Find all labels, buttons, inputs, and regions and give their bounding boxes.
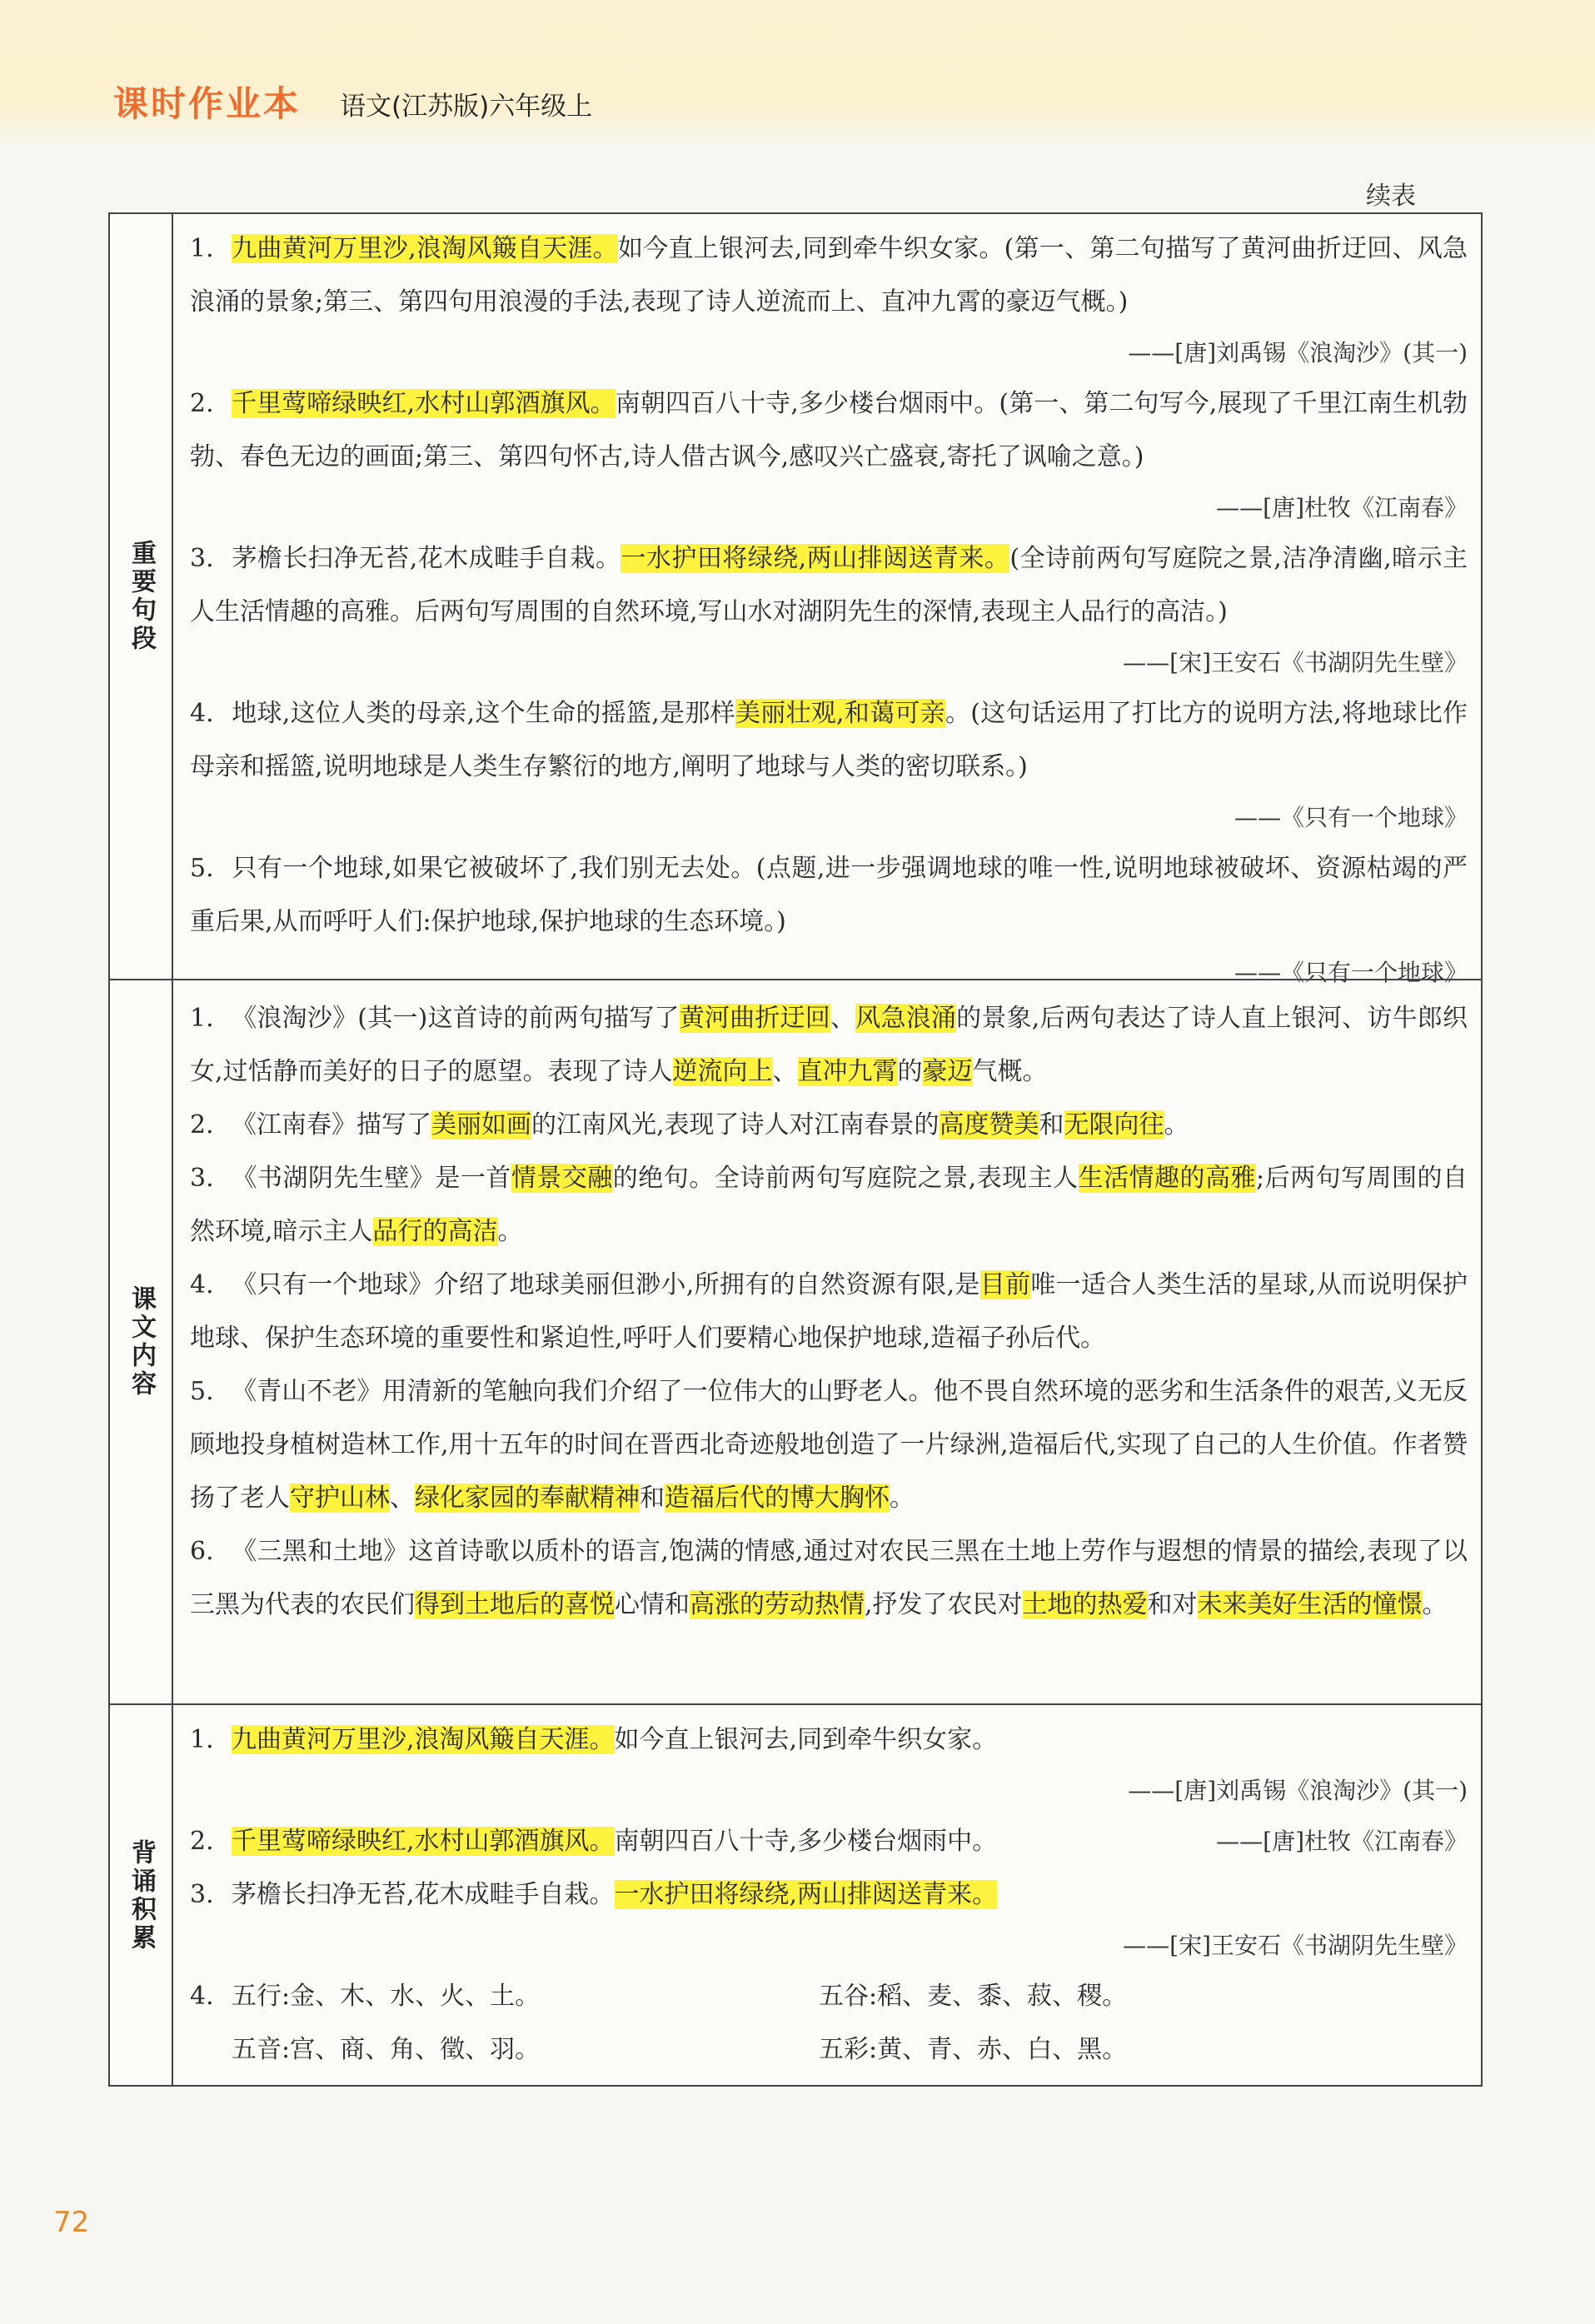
section-recitation	[110, 1703, 1481, 2087]
recite-item-2: 2. 千里莺啼绿映红,水村山郭酒旗风。南朝四百八十寺,多少楼台烟雨中。 ——[唐]杜牧《江南春》	[190, 1815, 1468, 1868]
key-item-5-source: ——《只有一个地球》	[1234, 959, 1468, 986]
page-number: 72	[53, 2206, 90, 2239]
section-label: 背诵积累	[127, 1839, 156, 1952]
subject-title: 语文(江苏版)六年级上	[340, 92, 593, 122]
section-label-cell	[110, 214, 173, 979]
content-table	[108, 212, 1483, 2087]
recite-item-4-row-1: 4. 五行:金、木、水、火、土。 五谷:稻、麦、黍、菽、稷。	[190, 1970, 1468, 2023]
section-label: 课文内容	[127, 1285, 156, 1399]
content-item-6: 6. 《三黑和土地》这首诗歌以质朴的语言,饱满的情感,通过对农民三黑在土地上劳作与遐想的情景的描绘,表现了以三黑为代表的农民们得到土地后的喜悦心情和高涨的劳动热情,抒发了农民对土地的热爱和对未来美好生活的憧憬。	[190, 1537, 1468, 1619]
section-label: 重要句段	[127, 540, 156, 653]
content-item-4: 4. 《只有一个地球》介绍了地球美丽但渺小,所拥有的自然资源有限,是目前唯一适合人类生活的星球,从而说明保护地球、保护生态环境的重要性和紧迫性,呼吁人们要精心地保护地球,造福子孙后代。	[190, 1270, 1468, 1353]
key-item-3-source: ——[宋]王安石《书湖阴先生壁》	[1123, 649, 1468, 676]
recite-item-2-source: ——[唐]杜牧《江南春》	[1216, 1828, 1468, 1855]
section-key-sentences	[110, 214, 1481, 986]
content-item-3: 3. 《书湖阴先生壁》是一首情景交融的绝句。全诗前两句写庭院之景,表现主人生活情趣的高雅;后两句写周围的自然环境,暗示主人品行的高洁。	[190, 1164, 1468, 1246]
wuyin-text: 五音:宫、商、角、徵、羽。	[232, 2035, 541, 2064]
key-item-2: 2. 千里莺啼绿映红,水村山郭酒旗风。南朝四百八十寺,多少楼台烟雨中。(第一、第二句写今,展现了千里江南生机勃勃、春色无边的画面;第三、第四句怀古,诗人借古讽今,感叹兴亡盛衰,寄托了讽喻之意。)	[190, 389, 1468, 471]
section-content	[190, 1713, 1468, 2077]
recite-item-4-row-2	[190, 2023, 1468, 2077]
header-band	[0, 0, 1595, 150]
content-item-2: 2. 《江南春》描写了美丽如画的江南风光,表现了诗人对江南春景的高度赞美和无限向往。	[190, 1110, 1189, 1140]
key-item-2-source: ——[唐]杜牧《江南春》	[1216, 494, 1468, 521]
wugu-text: 五谷:稻、麦、黍、菽、稷。	[819, 1982, 1128, 2011]
recite-item-1-source: ——[唐]刘禹锡《浪淘沙》(其一)	[1128, 1777, 1468, 1804]
recite-item-3: 3. 茅檐长扫净无苔,花木成畦手自栽。一水护田将绿绕,两山排闼送青来。	[190, 1880, 998, 1909]
key-item-3: 3. 茅檐长扫净无苔,花木成畦手自栽。一水护田将绿绕,两山排闼送青来。(全诗前两句写庭院之景,洁净清幽,暗示主人生活情趣的高雅。后两句写周围的自然环境,写山水对湖阴先生的深情,表现主人品行的高洁。)	[190, 544, 1468, 626]
key-item-1: 1. 九曲黄河万里沙,浪淘风簸自天涯。如今直上银河去,同到牵牛织女家。(第一、第二句描写了黄河曲折迂回、风急浪涌的景象;第三、第四句用浪漫的手法,表现了诗人逆流而上、直冲九霄的豪迈气概。)	[190, 234, 1468, 317]
wucai-text: 五彩:黄、青、赤、白、黑。	[819, 2035, 1128, 2064]
section-label-cell	[110, 980, 173, 1703]
recite-item-1: 1. 九曲黄河万里沙,浪淘风簸自天涯。如今直上银河去,同到牵牛织女家。	[190, 1725, 998, 1754]
key-item-1-source: ——[唐]刘禹锡《浪淘沙》(其一)	[1128, 339, 1468, 367]
continued-label: 续表	[1366, 182, 1416, 211]
brand-title: 课时作业本	[113, 83, 302, 124]
key-item-4: 4. 地球,这位人类的母亲,这个生命的摇篮,是那样美丽壮观,和蔼可亲。(这句话运用了打比方的说明方法,将地球比作母亲和摇篮,说明地球是人类生存繁衍的地方,阐明了地球与人类的密切联系。)	[190, 699, 1468, 781]
section-label-cell	[110, 1705, 173, 2087]
wuxing-text: 五行:金、木、水、火、土。	[232, 1982, 541, 2011]
content-item-1: 1. 《浪淘沙》(其一)这首诗的前两句描写了黄河曲折迂回、风急浪涌的景象,后两句表达了诗人直上银河、访牛郎织女,过恬静而美好的日子的愿望。表现了诗人逆流向上、直冲九霄的豪迈气概。	[190, 1004, 1468, 1086]
key-item-4-source: ——《只有一个地球》	[1234, 804, 1468, 831]
key-item-5: 5. 只有一个地球,如果它被破坏了,我们别无去处。(点题,进一步强调地球的唯一性,说明地球被破坏、资源枯竭的严重后果,从而呼吁人们:保护地球,保护地球的生态环境。)	[190, 854, 1468, 936]
section-content	[190, 992, 1468, 1632]
section-content	[190, 222, 1468, 997]
content-item-5: 5. 《青山不老》用清新的笔触向我们介绍了一位伟大的山野老人。他不畏自然环境的恶劣和生活条件的艰苦,义无反顾地投身植树造林工作,用十五年的时间在晋西北奇迹般地创造了一片绿洲,造福后代,实现了自己的人生价值。作者赞扬了老人守护山林、绿化家园的奉献精神和造福后代的博大胸怀。	[190, 1377, 1468, 1513]
recite-item-3-source: ——[宋]王安石《书湖阴先生壁》	[1123, 1932, 1468, 1959]
section-text-content	[110, 979, 1481, 1703]
